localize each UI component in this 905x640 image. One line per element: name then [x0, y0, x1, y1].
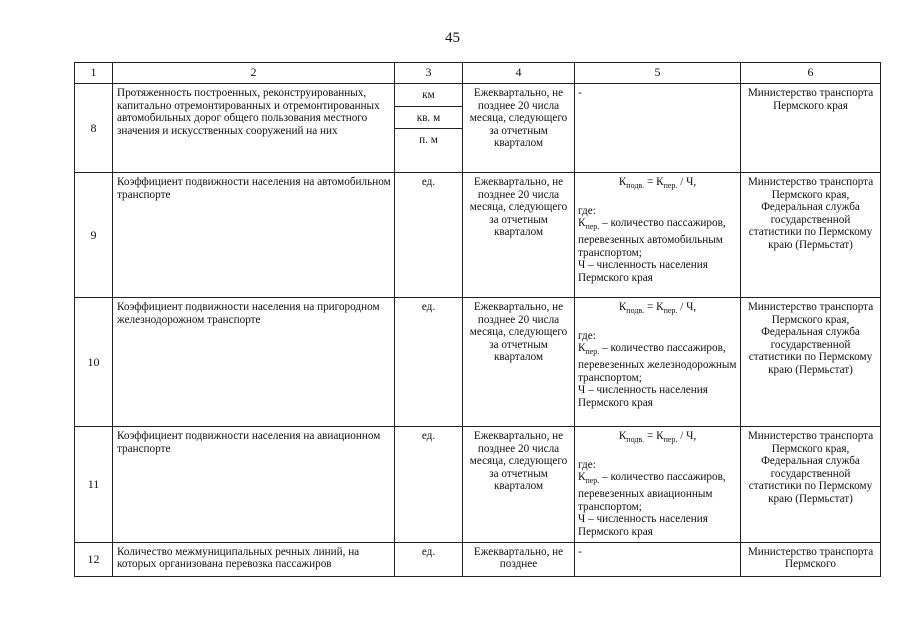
- row-number: 11: [75, 427, 113, 543]
- formula: $К_{подв.} = К_{пер.} / Ч$,: [618, 176, 697, 191]
- header-cell: 4: [463, 63, 575, 84]
- source-cell: Министерство транспорта Пермского края: [741, 84, 881, 173]
- where-label: где:: [578, 204, 596, 217]
- where-label: где:: [578, 329, 596, 342]
- formula: $К_{подв.} = К_{пер.} / Ч$,: [618, 301, 697, 316]
- table-row: [75, 542, 881, 576]
- indicators-table: [74, 62, 881, 577]
- method-cell: [575, 298, 741, 427]
- page-number: 45: [445, 30, 460, 46]
- source-cell: Министерство транспорта Пермского края, Федеральная служба государственной статистики по Пермскому краю (Пермьстат): [741, 427, 881, 543]
- unit-cell: ед.: [395, 298, 463, 427]
- table-row: [75, 173, 881, 298]
- unit-cell: [395, 84, 463, 173]
- header-cell: 2: [113, 63, 395, 84]
- method-cell: -: [575, 84, 741, 173]
- header-cell: 3: [395, 63, 463, 84]
- method-cell: [575, 427, 741, 543]
- unit-cell: ед.: [395, 542, 463, 576]
- method-cell: -: [575, 542, 741, 576]
- unit-sq-m: кв. м: [395, 107, 462, 130]
- header-cell: 5: [575, 63, 741, 84]
- unit-cell: ед.: [395, 427, 463, 543]
- kp-definition: $К_{пер.}$ – количество пассажиров, перевезенных автомобильным транспортом;: [578, 217, 726, 259]
- header-cell: 6: [741, 63, 881, 84]
- indicator-name: Количество межмуниципальных речных линий, на которых организована перевозка пассажиров: [113, 542, 395, 576]
- frequency-cell: Ежеквартально, не позднее: [463, 542, 575, 576]
- indicator-name: Коэффициент подвижности населения на автомобильном транспорте: [113, 173, 395, 298]
- table-row: [75, 84, 881, 173]
- header-row: [75, 63, 881, 84]
- frequency-cell: Ежеквартально, не позднее 20 числа месяца, следующего за отчетным кварталом: [463, 298, 575, 427]
- kp-definition: $К_{пер.}$ – количество пассажиров, перевезенных авиационным транспортом;: [578, 471, 726, 513]
- kp-definition: $К_{пер.}$ – количество пассажиров, перевезенных железнодорожным транспортом;: [578, 342, 737, 384]
- row-number: 8: [75, 84, 113, 173]
- indicator-name: Коэффициент подвижности населения на авиационном транспорте: [113, 427, 395, 543]
- unit-running-m: п. м: [419, 134, 438, 147]
- ch-definition: Ч – численность населения Пермского края: [578, 384, 708, 410]
- source-cell: Министерство транспорта Пермского края, Федеральная служба государственной статистики по Пермскому краю (Пермьстат): [741, 298, 881, 427]
- unit-cell: ед.: [395, 173, 463, 298]
- frequency-cell: Ежеквартально, не позднее 20 числа месяца, следующего за отчетным кварталом: [463, 173, 575, 298]
- indicator-name: Протяженность построенных, реконструированных, капитально отремонтированных и отремонтированных автомобильных дорог общего пользования местного значения и искусственных сооружений на них: [113, 84, 395, 173]
- row-number: 9: [75, 173, 113, 298]
- table-row: [75, 427, 881, 543]
- frequency-cell: Ежеквартально, не позднее 20 числа месяца, следующего за отчетным кварталом: [463, 84, 575, 173]
- header-cell: 1: [75, 63, 113, 84]
- table-row: [75, 298, 881, 427]
- frequency-cell: Ежеквартально, не позднее 20 числа месяца, следующего за отчетным кварталом: [463, 427, 575, 543]
- source-cell: Министерство транспорта Пермского: [741, 542, 881, 576]
- source-cell: Министерство транспорта Пермского края, Федеральная служба государственной статистики по Пермскому краю (Пермьстат): [741, 173, 881, 298]
- ch-definition: Ч – численность населения Пермского края: [578, 513, 708, 539]
- where-label: где:: [578, 458, 596, 471]
- formula: $К_{подв.} = К_{пер.} / Ч$,: [618, 430, 697, 445]
- row-number: 12: [75, 542, 113, 576]
- row-number: 10: [75, 298, 113, 427]
- unit-km: км: [395, 84, 462, 107]
- method-cell: [575, 173, 741, 298]
- indicator-name: Коэффициент подвижности населения на пригородном железнодорожном транспорте: [113, 298, 395, 427]
- ch-definition: Ч – численность населения Пермского края: [578, 259, 708, 285]
